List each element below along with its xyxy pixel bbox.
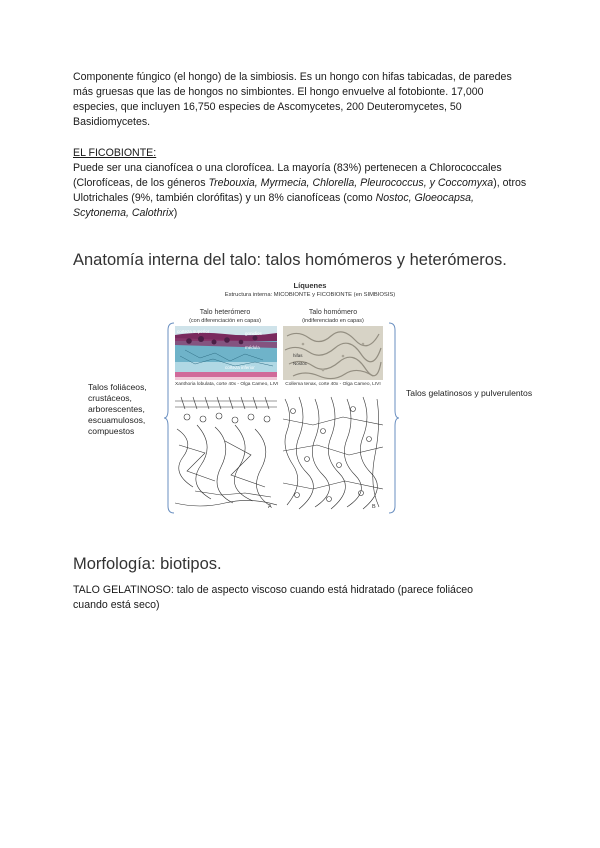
section-morfologia-title: Morfología: biotipos. [73, 555, 222, 573]
panel-b-label: B [372, 504, 376, 510]
label-nostoc: Nostoc [293, 361, 308, 366]
label-corteza-inferior: corteza inferior [225, 365, 255, 370]
talo-gelatinoso-paragraph: TALO GELATINOSO: talo de aspecto viscoso cuando está hidratado (parece foliáceo cuando está seco) [73, 584, 474, 611]
section-anatomia-title: Anatomía interna del talo: talos homómeros y heterómeros. [73, 251, 507, 269]
figure-title: Líquenes [293, 281, 327, 290]
panel-a-label: A [268, 504, 272, 510]
homoeomerous-drawing [283, 395, 383, 513]
label-gonidios: gonidios [245, 331, 262, 336]
lichen-figure [80, 282, 540, 514]
intro-paragraph: Componente fúngico (el hongo) de la simbiosis. Es un hongo con hifas tabicadas, de paredes más gruesas que las de hongos no simbiontes. El hongo envuelve al fotobionte. 17,000 especies, que incluyen 16,750 especies de Ascomycetes, 200 Deuteromycetes, 50 Basidiomycetes. [73, 71, 512, 128]
ficobionte-text-1: Puede ser una cianofícea o una clorofícea. La mayoría (83%) pertenecen a Chlorococcales (Clorofíceas, de los géneros [73, 162, 502, 189]
right-thallus-group-label: Talos gelatinosos y pulverulentos [406, 388, 533, 398]
ficobionte-text-3: ) [173, 207, 178, 219]
right-panel-title: Talo homómero [308, 309, 358, 316]
right-panel-sub: (indiferenciado en capas) [302, 318, 364, 324]
left-bracket [164, 322, 176, 514]
ficobionte-heading: EL FICOBIONTE: [73, 147, 157, 159]
left-micrograph-caption: Xanthoria lobulata, corte 40x - Olga Cameo, LIVI [175, 382, 279, 387]
left-panel-title: Talo heterómero [199, 309, 251, 316]
ficobionte-genera-1: Trebouxia, Myrmecia, Chlorella, Pleurococcus, y Coccomyxa [208, 177, 494, 189]
right-micrograph-caption: Collema tenax, corte 40x - Olga Cameo, LIVI [285, 382, 381, 387]
ficobionte-genera-2: Nostoc, Gloeocapsa, Scytonema, Calothrix [73, 192, 474, 219]
label-hifas: hifas [293, 353, 303, 358]
label-corteza-superior: corteza superior [177, 329, 210, 334]
left-panel-sub: (con diferenciación en capas) [189, 318, 261, 324]
right-bracket [387, 322, 399, 514]
ficobionte-paragraph [73, 161, 528, 221]
label-medula: médula [245, 345, 260, 350]
left-thallus-group-label: Talos foliáceos, crustáceos, arborescentes, escuamulosos, compuestos [88, 382, 147, 436]
figure-subtitle: Estructura interna: MICOBIONTE y FICOBIONTE (en SIMBIOSIS) [224, 292, 396, 298]
ficobionte-text-2: ), otros Ulotrichales (9%, también clorófitas) y un 8% cianofíceas (como [73, 177, 527, 204]
heteromerous-drawing [175, 395, 277, 513]
